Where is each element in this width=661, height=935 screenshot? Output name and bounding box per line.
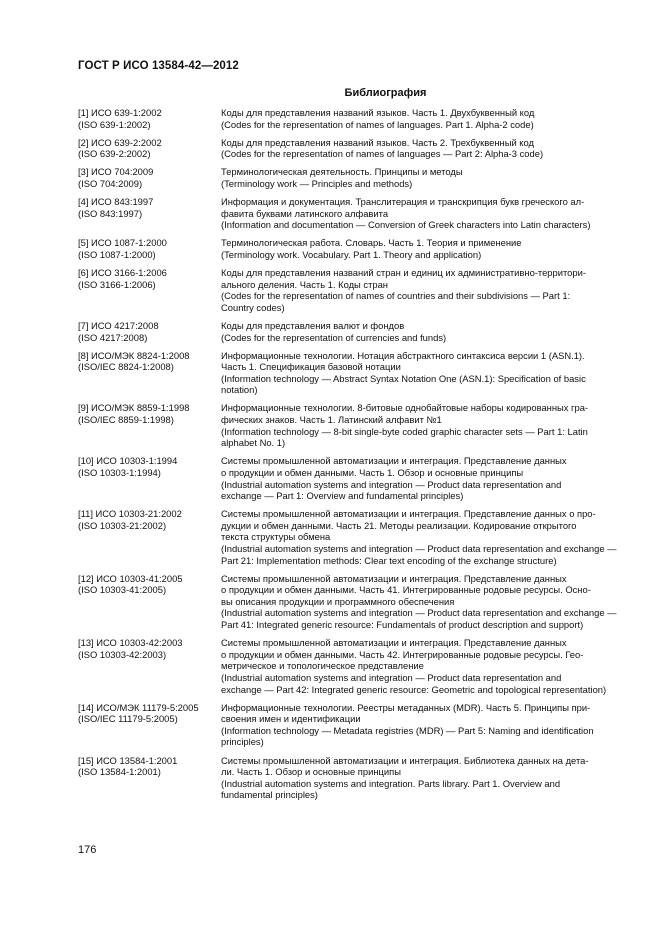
entry-reference	[78, 196, 221, 231]
bibliography-entry	[78, 196, 618, 231]
entry-line: Информация и документация. Транслитерация и транскрипция букв греческого ал-	[221, 196, 585, 208]
entry-line: фавита буквами латинского алфавита	[221, 207, 389, 219]
entry-line: (Terminology work. Vocabulary. Part 1. Theory and application)	[221, 248, 482, 260]
entry-description	[221, 573, 618, 631]
entry-line: текста структуры обмена	[221, 531, 331, 543]
entry-line: дукции и обмен данными. Часть 21. Методы реализации. Кодирование открытого	[221, 519, 577, 531]
entry-reference	[78, 107, 221, 130]
entry-description	[221, 107, 618, 130]
entry-ref-national: [14] ИСО/МЭК 11179-5:2005	[78, 701, 199, 713]
entry-line: (Industrial automation systems and integration — Product data representation and exchange —	[221, 543, 617, 554]
entry-line: alphabet No. 1)	[221, 437, 286, 449]
entry-reference	[78, 237, 221, 260]
entry-description	[221, 137, 618, 160]
entry-line: Системы промышленной автоматизации и интеграция. Представление данных	[221, 455, 567, 467]
entry-description	[221, 267, 618, 313]
bibliography-entry	[78, 107, 618, 130]
entry-line: о продукции и обмен данными. Часть 42. Интегрированные родовые ресурсы. Гео-	[221, 648, 584, 660]
entry-ref-international: (ISO/IEC 11179-5:2005)	[78, 713, 178, 725]
bibliography-entry	[78, 702, 618, 748]
entry-line: (Terminology work — Principles and methods)	[221, 177, 413, 189]
entry-line: (Codes for the representation of names of languages — Part 2: Alpha-3 code)	[221, 148, 544, 160]
entry-line: (Industrial automation systems and integration — Product data representation and exchange —	[221, 607, 617, 619]
entry-reference	[78, 573, 221, 631]
entry-line: (Codes for the representation of names of languages. Part 1. Alpha-2 code)	[221, 118, 534, 130]
bibliography-entry	[78, 508, 618, 566]
entry-ref-international: (ISO 843:1997)	[78, 207, 143, 219]
bibliography-entry	[78, 237, 618, 260]
entry-line: (Codes for the representation of names of countries and their subdivisions — Part 1:	[221, 290, 571, 302]
entry-ref-national: [5] ИСО 1087-1:2000	[78, 237, 167, 249]
entry-description	[221, 455, 618, 501]
entry-line: fundamental principles)	[221, 789, 318, 801]
entry-line: exchange — Part 1: Overview and fundamental principles)	[221, 490, 464, 502]
entry-description	[221, 402, 618, 448]
entry-ref-international: (ISO 3166-1:2006)	[78, 278, 156, 290]
entry-ref-international: (ISO/IEC 8859-1:1998)	[78, 414, 174, 426]
entry-line: Системы промышленной автоматизации и интеграция. Библиотека данных на дета-	[221, 754, 589, 766]
entry-line: о продукции и обмен данными. Часть 41. Интегрированные родовые ресурсы. Осно-	[221, 584, 591, 596]
standard-header: ГОСТ Р ИСО 13584-42—2012	[78, 60, 239, 72]
entry-reference	[78, 702, 221, 748]
bibliography-entry	[78, 350, 618, 396]
entry-ref-national: [13] ИСО 10303-42:2003	[78, 637, 183, 649]
entry-description	[221, 637, 618, 695]
entry-ref-national: [4] ИСО 843:1997	[78, 196, 154, 208]
entry-line: Коды для представления названий языков. Часть 1. Двухбуквенный код	[221, 107, 535, 118]
entry-line: Коды для представления названий языков. Часть 2. Трехбуквенный код	[221, 136, 534, 148]
entry-line: Информационные технологии. Нотация абстрактного синтаксиса версии 1 (ASN.1).	[221, 349, 585, 361]
entry-line: Country codes)	[221, 301, 285, 313]
entry-ref-international: (ISO 10303-42:2003)	[78, 648, 167, 660]
entry-line: Part 21: Implementation methods: Clear text encoding of the exchange structure)	[221, 554, 557, 566]
entry-ref-international: (ISO 1087-1:2000)	[78, 248, 156, 260]
entry-ref-national: [10] ИСО 10303-1:1994	[78, 455, 178, 467]
entry-description	[221, 166, 618, 189]
entry-line: вы описания продукции и программного обеспечения	[221, 595, 455, 607]
entry-ref-national: [2] ИСО 639-2:2002	[78, 136, 162, 148]
bibliography-entry	[78, 637, 618, 695]
entry-line: (Industrial automation systems and integration. Parts library. Part 1. Overview and	[221, 777, 561, 789]
entry-description	[221, 755, 618, 801]
entry-ref-national: [1] ИСО 639-1:2002	[78, 107, 162, 118]
entry-reference	[78, 402, 221, 448]
bibliography-entry	[78, 455, 618, 501]
entry-ref-international: (ISO 704:2009)	[78, 177, 143, 189]
entry-line: своения имен и идентификации	[221, 713, 361, 725]
entry-description	[221, 508, 618, 566]
bibliography-list	[78, 107, 618, 807]
entry-description	[221, 702, 618, 748]
entry-line: Системы промышленной автоматизации и интеграция. Представление данных о про-	[221, 508, 596, 520]
bibliography-entry	[78, 402, 618, 448]
entry-line: метрическое и топологическое представление	[221, 660, 424, 672]
entry-ref-national: [12] ИСО 10303-41:2005	[78, 572, 183, 584]
entry-ref-national: [6] ИСО 3166-1:2006	[78, 267, 167, 279]
entry-reference	[78, 637, 221, 695]
bibliography-entry	[78, 267, 618, 313]
entry-line: (Industrial automation systems and integration — Product data representation and	[221, 478, 562, 490]
entry-ref-international: (ISO 639-1:2002)	[78, 118, 151, 130]
entry-line: ального деления. Часть 1. Коды стран	[221, 278, 388, 290]
entry-reference	[78, 508, 221, 566]
entry-reference	[78, 267, 221, 313]
entry-description	[221, 196, 618, 231]
entry-line: ли. Часть 1. Обзор и основные принципы	[221, 766, 401, 778]
entry-line: Системы промышленной автоматизации и интеграция. Представление данных	[221, 572, 567, 584]
entry-line: Коды для представления названий стран и единиц их административно-территори-	[221, 267, 586, 279]
entry-line: Часть 1. Спецификация базовой нотации	[221, 361, 401, 373]
bibliography-heading: Библиография	[344, 87, 427, 99]
entry-line: (Codes for the representation of currencies and funds)	[221, 331, 447, 343]
entry-line: Терминологическая деятельность. Принципы и методы	[221, 166, 463, 178]
entry-ref-international: (ISO 13584-1:2001)	[78, 766, 161, 778]
entry-reference	[78, 320, 221, 343]
entry-reference	[78, 755, 221, 801]
entry-ref-national: [3] ИСО 704:2009	[78, 166, 154, 178]
entry-line: (Information technology — Metadata registries (MDR) — Part 5: Naming and identification	[221, 724, 594, 736]
entry-line: notation)	[221, 384, 258, 396]
entry-ref-national: [7] ИСО 4217:2008	[78, 319, 159, 331]
bibliography-entry	[78, 755, 618, 801]
entry-description	[221, 320, 618, 343]
entry-line: Информационные технологии. Реестры метаданных (MDR). Часть 5. Принципы при-	[221, 701, 591, 713]
entry-line: (Information technology — Abstract Syntax Notation One (ASN.1): Specification of basic	[221, 372, 586, 384]
bibliography-entry	[78, 573, 618, 631]
entry-line: exchange — Part 42: Integrated generic resource: Geometric and topological representation)	[221, 683, 607, 695]
entry-ref-national: [11] ИСО 10303-21:2002	[78, 508, 182, 520]
page-number: 176	[78, 844, 97, 856]
entry-reference	[78, 137, 221, 160]
entry-description	[221, 350, 618, 396]
entry-ref-international: (ISO 10303-21:2002)	[78, 519, 167, 531]
entry-line: Part 41: Integrated generic resource: Fundamentals of product description and support)	[221, 619, 584, 631]
entry-line: Информационные технологии. 8-битовые однобайтовые наборы кодированных гра-	[221, 402, 589, 414]
entry-ref-international: (ISO/IEC 8824-1:2008)	[78, 361, 174, 373]
entry-line: Коды для представления валют и фондов	[221, 319, 405, 331]
entry-ref-national: [15] ИСО 13584-1:2001	[78, 754, 178, 766]
entry-ref-international: (ISO 4217:2008)	[78, 331, 148, 343]
entry-reference	[78, 455, 221, 501]
bibliography-entry	[78, 166, 618, 189]
entry-ref-international: (ISO 639-2:2002)	[78, 148, 151, 160]
entry-line: (Industrial automation systems and integration — Product data representation and	[221, 671, 562, 683]
bibliography-entry	[78, 137, 618, 160]
entry-line: Терминологическая работа. Словарь. Часть 1. Теория и применение	[221, 237, 522, 249]
entry-ref-national: [8] ИСО/МЭК 8824-1:2008	[78, 349, 190, 361]
entry-line: Системы промышленной автоматизации и интеграция. Представление данных	[221, 637, 567, 649]
entry-line: (Information technology — 8-bit single-byte coded graphic character sets — Part 1: Latin	[221, 425, 588, 437]
entry-ref-national: [9] ИСО/МЭК 8859-1:1998	[78, 402, 190, 414]
entry-ref-international: (ISO 10303-41:2005)	[78, 584, 167, 596]
entry-description	[221, 237, 618, 260]
entry-reference	[78, 350, 221, 396]
entry-line: фических знаков. Часть 1. Латинский алфавит №1	[221, 414, 442, 426]
entry-line: о продукции и обмен данными. Часть 1. Обзор и основные принципы	[221, 466, 524, 478]
entry-ref-international: (ISO 10303-1:1994)	[78, 466, 161, 478]
bibliography-entry	[78, 320, 618, 343]
section-title	[0, 87, 661, 99]
entry-reference	[78, 166, 221, 189]
entry-line: principles)	[221, 736, 264, 748]
entry-line: (Information and documentation — Conversion of Greek characters into Latin characters)	[221, 219, 591, 231]
